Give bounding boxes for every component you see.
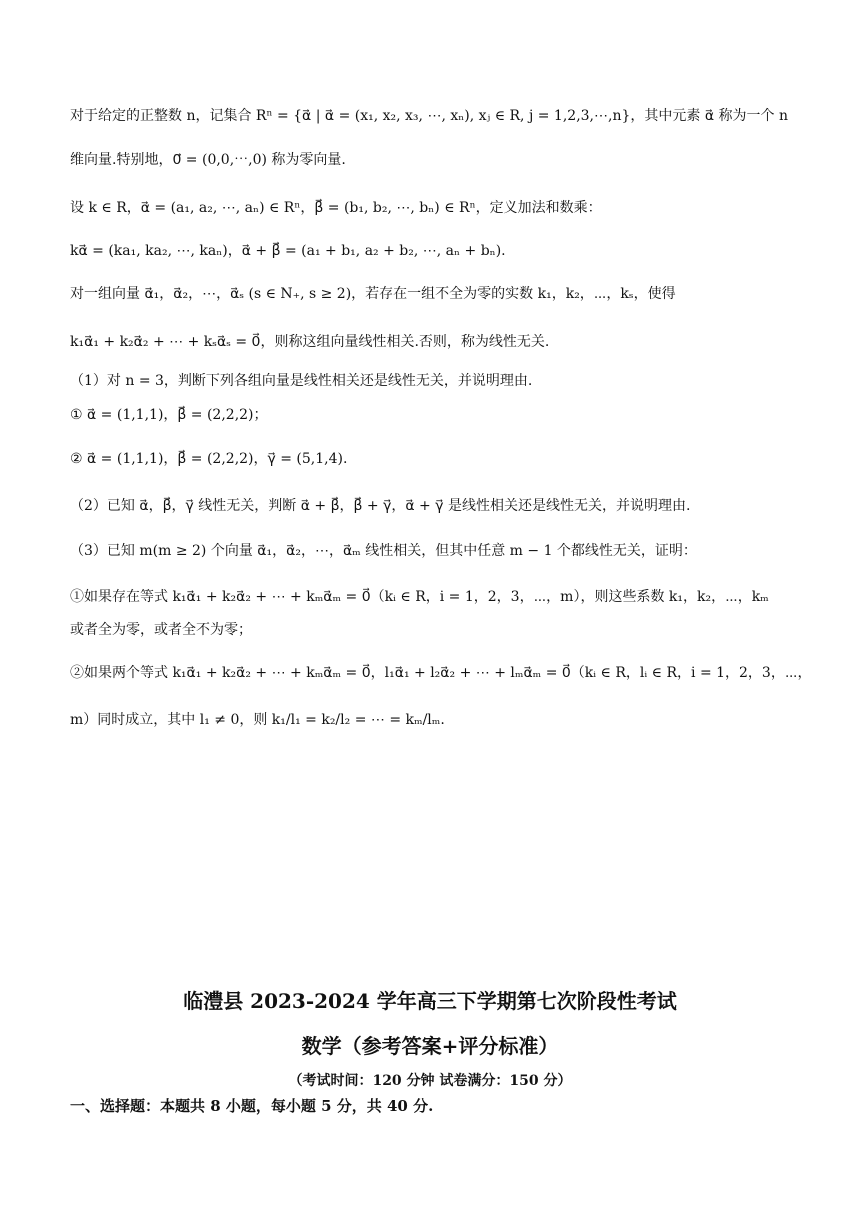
question-1-part-2: ② α⃗ = (1,1,1)，β⃗ = (2,2,2)，γ⃗ = (5,1,4). <box>70 451 348 467</box>
exam-info: （考试时间：120 分钟 试卷满分：150 分） <box>288 1073 572 1089</box>
answer-title: 临澧县 2023-2024 学年高三下学期第七次阶段性考试 <box>183 989 677 1013</box>
problem-line: 设 k ∈ R，α⃗ = (a₁, a₂, ⋯, aₙ) ∈ Rⁿ，β⃗ = (b₁, b₂, ⋯, bₙ) ∈ Rⁿ，定义加法和数乘： <box>70 200 602 216</box>
problem-line: 维向量.特别地，0⃗ = (0,0,⋯,0) 称为零向量. <box>70 152 346 168</box>
answer-subtitle: 数学（参考答案+评分标准） <box>301 1034 559 1058</box>
section-heading: 一、选择题：本题共 8 小题，每小题 5 分，共 40 分. <box>70 1097 434 1115</box>
question-3: （3）已知 m(m ≥ 2) 个向量 α⃗₁，α⃗₂，⋯，α⃗ₘ 线性相关，但其中任意 m − 1 个都线性无关，证明： <box>70 543 697 559</box>
question-1: （1）对 n = 3，判断下列各组向量是线性相关还是线性无关，并说明理由. <box>70 373 533 389</box>
problem-line: 对于给定的正整数 n，记集合 Rⁿ = {α⃗ | α⃗ = (x₁, x₂, x₃, ⋯, xₙ), xⱼ ∈ R, j = 1,2,3,⋯,n}，其中元素 α⃗ 称为一个 n <box>70 108 788 124</box>
question-3-part-1: ①如果存在等式 k₁α⃗₁ + k₂α⃗₂ + ⋯ + kₘα⃗ₘ = 0⃗（kᵢ ∈ R，i = 1，2，3，⋯，m），则这些系数 k₁，k₂，⋯，kₘ <box>70 589 769 605</box>
question-2: （2）已知 α⃗，β⃗，γ⃗ 线性无关，判断 α⃗ + β⃗，β⃗ + γ⃗，α⃗ + γ⃗ 是线性相关还是线性无关，并说明理由. <box>70 498 691 514</box>
question-3-part-2-cont: m）同时成立，其中 l₁ ≠ 0，则 k₁/l₁ = k₂/l₂ = ⋯ = kₘ/lₘ. <box>70 712 445 728</box>
problem-line: kα⃗ = (ka₁, ka₂, ⋯, kaₙ)，α⃗ + β⃗ = (a₁ + b₁, a₂ + b₂, ⋯, aₙ + bₙ). <box>70 243 506 259</box>
problem-line: 对一组向量 α⃗₁，α⃗₂，⋯，α⃗ₛ (s ∈ N₊, s ≥ 2)，若存在一组不全为零的实数 k₁，k₂，⋯，kₛ，使得 <box>70 286 676 302</box>
question-3-part-2: ②如果两个等式 k₁α⃗₁ + k₂α⃗₂ + ⋯ + kₘα⃗ₘ = 0⃗，l₁α⃗₁ + l₂α⃗₂ + ⋯ + lₘα⃗ₘ = 0⃗（kᵢ ∈ R，lᵢ ∈ R，i = 1，2，3，⋯， <box>70 665 812 681</box>
problem-line: k₁α⃗₁ + k₂α⃗₂ + ⋯ + kₛα⃗ₛ = 0⃗，则称这组向量线性相关.否则，称为线性无关. <box>70 334 550 350</box>
question-3-part-1-cont: 或者全为零，或者全不为零； <box>70 622 252 638</box>
question-1-part-1: ① α⃗ = (1,1,1)，β⃗ = (2,2,2)； <box>70 407 268 423</box>
